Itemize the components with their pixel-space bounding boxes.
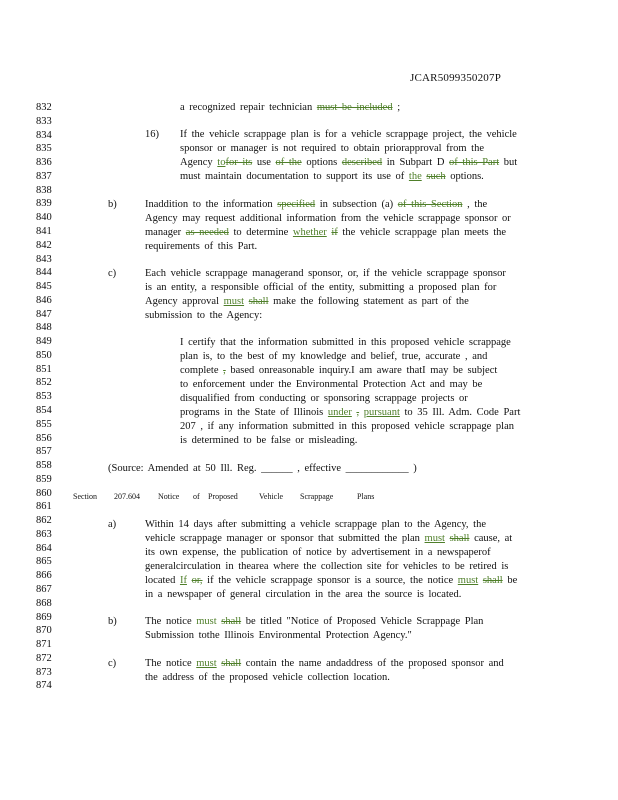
heading-word: Notice bbox=[158, 492, 180, 501]
text-segment: , the bbox=[462, 199, 488, 210]
text-segment: Agency bbox=[180, 157, 218, 168]
text-line-846 bbox=[145, 295, 469, 309]
line-number: 866 bbox=[36, 570, 52, 582]
line-number: 864 bbox=[36, 542, 52, 554]
document-id: JCAR5099350207P bbox=[410, 72, 502, 84]
blank-field: ____________ bbox=[345, 463, 409, 474]
text-line-832 bbox=[180, 101, 400, 115]
inserted-text: under bbox=[327, 407, 352, 418]
text-segment: options bbox=[301, 157, 342, 168]
heading-word: Proposed bbox=[208, 492, 238, 501]
heading-word: Scrappage bbox=[300, 492, 334, 501]
text-segment: be bbox=[502, 575, 518, 586]
deleted-text: of this Part bbox=[449, 157, 500, 168]
deleted-text: specified bbox=[277, 199, 316, 210]
text-segment: (Source: Amended at 50 Ill. Reg. bbox=[108, 463, 262, 474]
text-segment: ; bbox=[392, 102, 401, 113]
text-line-873: the address of the proposed vehicle collection location. bbox=[145, 672, 390, 683]
section-number: 207.604 bbox=[114, 492, 140, 501]
line-number: 861 bbox=[36, 501, 52, 513]
deleted-text: such bbox=[426, 171, 446, 182]
blank-field: ______ bbox=[261, 463, 293, 474]
text-segment: be titled "Notice of Proposed Vehicle Scrappage Plan bbox=[241, 616, 484, 627]
text-line-855: 207 , if any information submitted in this proposed vehicle scrappage plan bbox=[180, 421, 515, 432]
text-segment: make the following statement as part of the bbox=[268, 296, 469, 307]
line-number: 837 bbox=[36, 170, 52, 182]
line-number: 855 bbox=[36, 418, 52, 430]
text-segment: The notice bbox=[145, 616, 197, 627]
deleted-text: must be included bbox=[316, 102, 393, 113]
text-line-866 bbox=[145, 574, 517, 588]
deleted-text: shall bbox=[221, 658, 242, 669]
text-line-852: to enforcement under the Environmental Protection Act and may be bbox=[180, 379, 483, 390]
text-line-862: Within 14 days after submitting a vehicle scrappage plan to the Agency, the bbox=[145, 519, 487, 530]
text-line-869 bbox=[145, 615, 483, 629]
deleted-text: if bbox=[331, 227, 338, 238]
item-label-b2: b) bbox=[108, 616, 117, 627]
source-note bbox=[108, 462, 417, 476]
heading-word: Vehicle bbox=[259, 492, 283, 501]
item-label-16: 16) bbox=[145, 129, 159, 140]
inserted-text: to bbox=[217, 157, 226, 168]
deleted-text: for its bbox=[225, 157, 253, 168]
inserted-text: must bbox=[223, 296, 245, 307]
text-line-834: If the vehicle scrappage plan is for a vehicle scrappage project, the vehicle bbox=[180, 129, 517, 140]
text-segment: if the vehicle scrappage sponsor is a source, the notice bbox=[202, 575, 458, 586]
text-segment: ) bbox=[408, 463, 417, 474]
text-line-839 bbox=[145, 198, 487, 212]
text-segment: a recognized repair technician bbox=[180, 102, 317, 113]
line-number: 851 bbox=[36, 363, 52, 375]
line-number: 841 bbox=[36, 225, 52, 237]
line-number: 849 bbox=[36, 336, 52, 348]
text-line-845: is an entity, a responsible official of the entity, submitting a proposed plan for bbox=[145, 282, 497, 293]
line-number: 874 bbox=[36, 680, 52, 692]
inserted-text: must bbox=[457, 575, 479, 586]
text-segment: to 35 Ill. Adm. Code Part bbox=[399, 407, 521, 418]
text-line-872 bbox=[145, 657, 504, 671]
line-number: 857 bbox=[36, 446, 52, 458]
line-number: 836 bbox=[36, 157, 52, 169]
text-line-844: Each vehicle scrappage managerand sponsor, or, if the vehicle scrappage sponsor bbox=[145, 268, 506, 279]
inserted-text: If bbox=[179, 575, 187, 586]
text-segment: use bbox=[252, 157, 276, 168]
line-number: 833 bbox=[36, 115, 52, 127]
deleted-text: as needed bbox=[185, 227, 229, 238]
line-number: 834 bbox=[36, 129, 52, 141]
text-segment: in subsection (a) bbox=[315, 199, 398, 210]
inserted-text: whether bbox=[292, 227, 327, 238]
line-number: 838 bbox=[36, 184, 52, 196]
line-number: 850 bbox=[36, 349, 52, 361]
line-number: 865 bbox=[36, 556, 52, 568]
line-number: 858 bbox=[36, 460, 52, 471]
heading-word: Plans bbox=[357, 492, 375, 501]
text-segment: complete bbox=[180, 365, 224, 376]
line-number: 844 bbox=[36, 267, 52, 279]
text-line-840: Agency may request additional information from the vehicle scrappage sponsor or bbox=[145, 213, 511, 224]
line-number: 870 bbox=[36, 625, 52, 637]
line-number: 873 bbox=[36, 666, 52, 678]
line-number: 852 bbox=[36, 377, 52, 389]
deleted-text: shall bbox=[482, 575, 503, 586]
line-number: 840 bbox=[36, 212, 52, 224]
text-segment: but bbox=[499, 157, 518, 168]
text-segment: the vehicle scrappage plan meets the bbox=[337, 227, 507, 238]
text-line-853: disqualified from conducting or sponsoring scrappage projects or bbox=[180, 393, 468, 404]
line-number: 839 bbox=[36, 198, 52, 210]
deleted-text: , bbox=[223, 365, 226, 376]
line-number: 845 bbox=[36, 281, 52, 292]
text-line-865: generalcirculation in thearea where the collection site for vehicles to be retired is bbox=[145, 561, 509, 572]
deleted-text: shall bbox=[248, 296, 269, 307]
inserted-text: must bbox=[196, 616, 217, 627]
text-line-849: I certify that the information submitted in this proposed vehicle scrappage bbox=[180, 337, 511, 348]
line-number: 872 bbox=[36, 652, 52, 664]
text-line-836 bbox=[180, 156, 517, 170]
text-segment: located bbox=[145, 575, 180, 586]
deleted-text: of the bbox=[275, 157, 302, 168]
line-number: 860 bbox=[36, 487, 52, 499]
line-number: 835 bbox=[36, 143, 52, 155]
line-number: 847 bbox=[36, 308, 52, 320]
line-number: 869 bbox=[36, 611, 52, 623]
text-segment: , effective bbox=[292, 463, 346, 474]
line-number: 863 bbox=[36, 528, 52, 540]
line-number: 842 bbox=[36, 239, 52, 251]
text-line-864: its own expense, the publication of notice by advertisement in a newspaperof bbox=[145, 547, 491, 558]
heading-word: of bbox=[193, 492, 200, 501]
text-segment: based onreasonable inquiry.I am aware thatI may be subject bbox=[225, 365, 498, 376]
text-line-837 bbox=[180, 170, 484, 184]
line-number: 843 bbox=[36, 253, 52, 265]
text-segment: programs in the State of Illinois bbox=[180, 407, 328, 418]
deleted-text: , bbox=[356, 407, 360, 418]
line-number: 867 bbox=[36, 584, 52, 595]
item-label-a: a) bbox=[108, 519, 117, 530]
text-segment: contain the name andaddress of the proposed sponsor and bbox=[241, 658, 504, 669]
inserted-text: must bbox=[196, 658, 217, 669]
text-line-867: in a newspaper of general circulation in the area the source is located. bbox=[145, 589, 462, 600]
line-number: 848 bbox=[36, 322, 52, 334]
inserted-text: must bbox=[424, 533, 445, 544]
text-segment: Agency approval bbox=[145, 296, 224, 307]
inserted-text: the bbox=[408, 171, 422, 182]
line-number: 853 bbox=[36, 391, 52, 403]
deleted-text: or, bbox=[191, 575, 203, 586]
line-number: 854 bbox=[36, 404, 52, 416]
text-segment: to determine bbox=[228, 227, 293, 238]
text-line-850: plan is, to the best of my knowledge and belief, true, accurate , and bbox=[180, 351, 488, 362]
text-line-851 bbox=[180, 364, 497, 378]
inserted-text: pursuant bbox=[363, 407, 400, 418]
text-segment: must maintain documentation to support its use of bbox=[180, 171, 409, 182]
line-number: 859 bbox=[36, 473, 52, 485]
deleted-text: described bbox=[341, 157, 383, 168]
line-number: 856 bbox=[36, 432, 52, 444]
line-number: 871 bbox=[36, 639, 52, 650]
item-label-b: b) bbox=[108, 199, 117, 210]
line-number: 846 bbox=[36, 294, 52, 306]
line-number: 832 bbox=[36, 102, 52, 113]
text-segment: in Subpart D bbox=[382, 157, 450, 168]
text-segment: The notice bbox=[145, 658, 197, 669]
text-segment: Inaddition to the information bbox=[145, 199, 278, 210]
line-number: 862 bbox=[36, 515, 52, 527]
text-line-854 bbox=[180, 406, 520, 420]
item-label-c2: c) bbox=[108, 658, 117, 669]
section-word: Section bbox=[73, 492, 97, 501]
text-line-835: sponsor or manager is not required to obtain priorapproval from the bbox=[180, 143, 485, 154]
deleted-text: of this Section bbox=[397, 199, 463, 210]
line-number: 868 bbox=[36, 597, 52, 609]
text-segment: manager bbox=[145, 227, 186, 238]
text-segment: cause, at bbox=[469, 533, 513, 544]
text-segment: vehicle scrappage manager or sponsor that submitted the plan bbox=[145, 533, 425, 544]
text-line-856: is determined to be false or misleading. bbox=[180, 435, 358, 446]
text-line-870: Submission tothe Illinois Environmental Protection Agency." bbox=[145, 630, 412, 641]
text-line-842: requirements of this Part. bbox=[145, 241, 258, 252]
text-line-847: submission to the Agency: bbox=[145, 310, 263, 321]
text-line-863 bbox=[145, 532, 512, 546]
deleted-text: shall bbox=[449, 533, 470, 544]
text-line-841 bbox=[145, 226, 506, 240]
text-segment: options. bbox=[445, 171, 484, 182]
item-label-c: c) bbox=[108, 268, 117, 279]
deleted-text: shall bbox=[221, 616, 242, 627]
